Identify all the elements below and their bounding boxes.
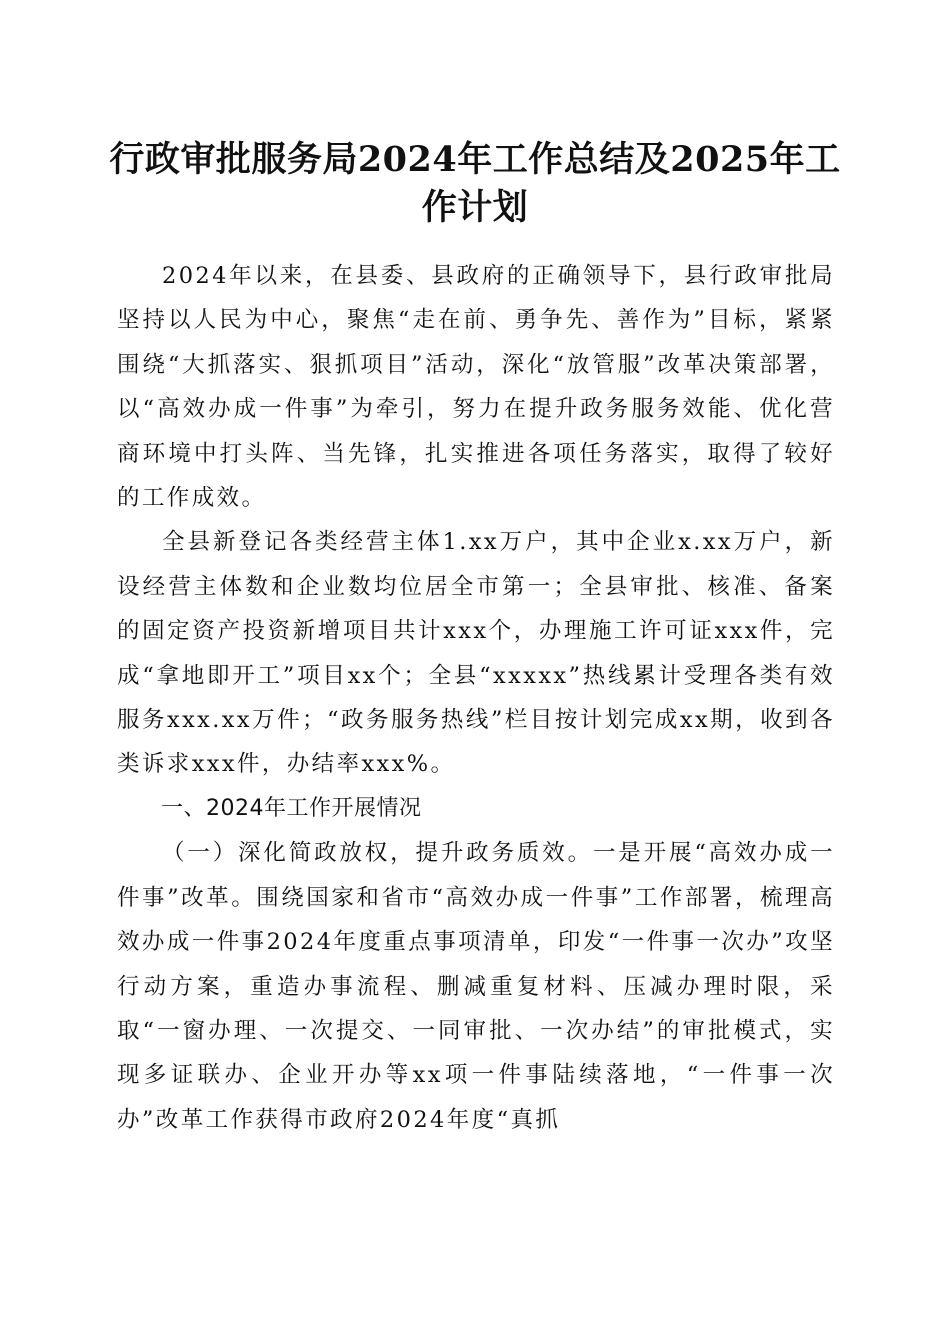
subsection-paragraph <box>117 831 835 1142</box>
subsection-body: 一是开展“高效办成一件事”改革。围绕国家和省市“高效办成一件事”工作部署，梳理高效办成一件事2024年度重点事项清单，印发“一件事一次办”攻坚行动方案，重造办事流程、删减重复材料、压减办理时限，采取“一窗办理、一次提交、一同审批、一次办结”的审批模式，实现多证联办、企业开办等xx项一件事陆续落地，“一件事一次办”改革工作获得市政府2024年度“真抓 <box>117 840 835 1133</box>
intro-paragraph: 2024年以来，在县委、县政府的正确领导下，县行政审批局坚持以人民为中心，聚焦“走在前、勇争先、善作为”目标，紧紧围绕“大抓落实、狠抓项目”活动，深化“放管服”改革决策部署，以“高效办成一件事”为牵引，努力在提升政务服务效能、优化营商环境中打头阵、当先锋，扎实推进各项任务落实，取得了较好的工作成效。 <box>117 263 835 512</box>
subsection-title: （一）深化简政放权，提升政务质效。 <box>162 840 593 867</box>
document-title: 行政审批服务局2024年工作总结及2025年工作计划 <box>109 139 841 228</box>
document-body <box>117 254 835 1142</box>
section-heading: 一、2024年工作开展情况 <box>161 795 422 821</box>
stats-paragraph: 全县新登记各类经营主体1.xx万户，其中企业x.xx万户，新设经营主体数和企业数均位居全市第一；全县审批、核准、备案的固定资产投资新增项目共计xxx个，办理施工许可证xxx件，完成“拿地即开工”项目xx个；全县“xxxxx”热线累计受理各类有效服务xxx.xx万件；“政务服务热线”栏目按计划完成xx期，收到各类诉求xxx件，办结率xxx%。 <box>117 529 835 778</box>
